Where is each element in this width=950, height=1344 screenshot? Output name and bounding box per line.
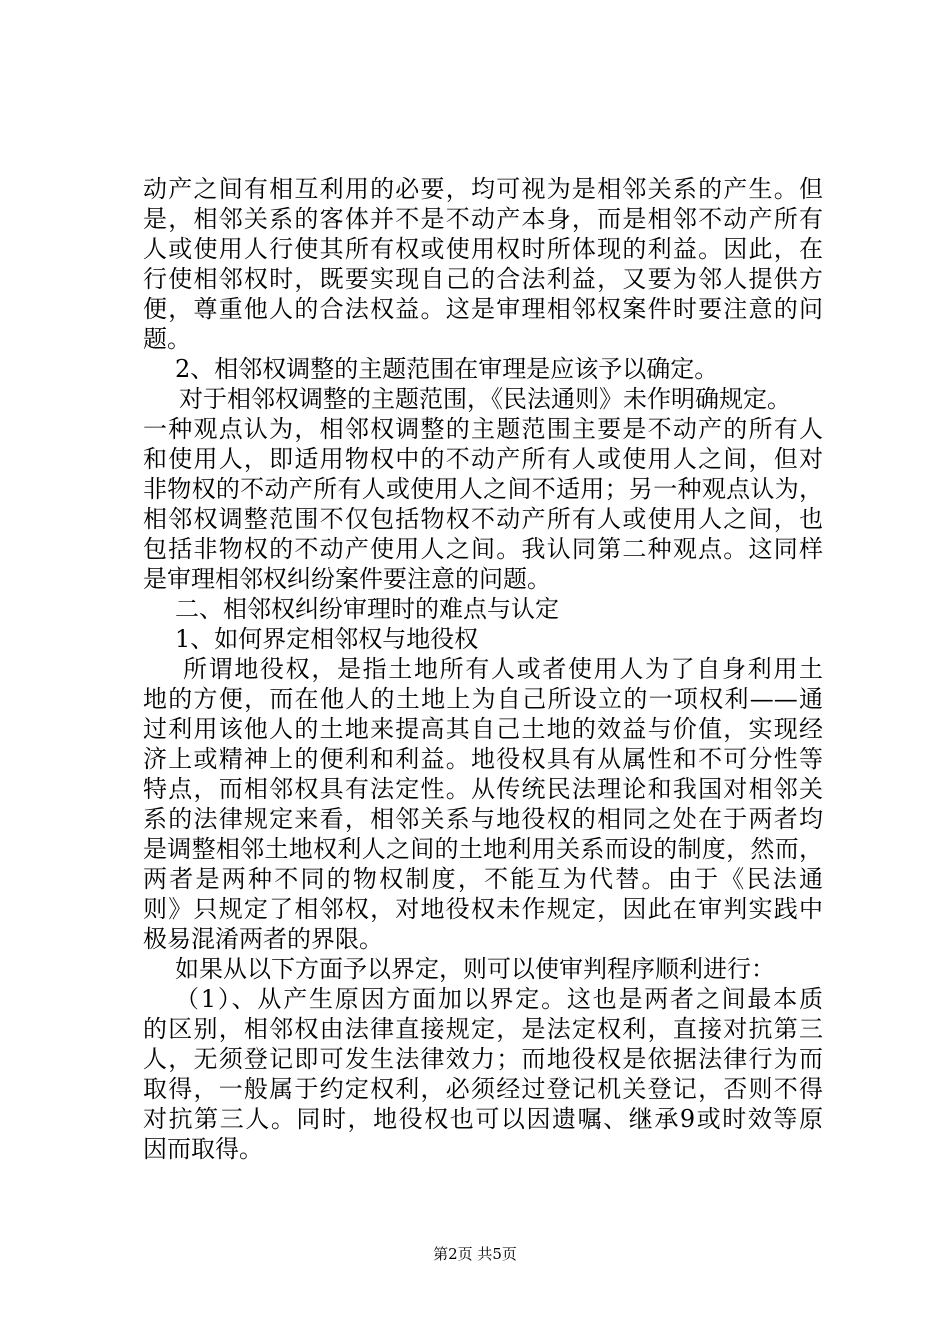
text-line: 极易混淆两者的界限。 bbox=[143, 925, 383, 953]
text-line: 包括非物权的不动产使用人之间。我认同第二种观点。这同样 bbox=[143, 535, 823, 563]
text-line: 题。 bbox=[143, 325, 191, 353]
text-line: 如果从以下方面予以界定，则可以使审判程序顺利进行： bbox=[175, 955, 775, 983]
text-line: 则》只规定了相邻权，对地役权未作规定，因此在审判实践中 bbox=[143, 895, 823, 923]
text-line: 2、相邻权调整的主题范围在审理是应该予以确定。 bbox=[175, 355, 719, 383]
text-line: 便，尊重他人的合法权益。这是审理相邻权案件时要注意的问 bbox=[143, 295, 823, 323]
text-line: 动产之间有相互利用的必要，均可视为是相邻关系的产生。但 bbox=[143, 175, 823, 203]
text-line: 系的法律规定来看，相邻关系与地役权的相同之处在于两者均 bbox=[143, 805, 823, 833]
text-line: 所谓地役权，是指土地所有人或者使用人为了自身利用土 bbox=[183, 655, 823, 683]
text-line: 因而取得。 bbox=[143, 1135, 263, 1163]
text-line: 济上或精神上的便利和利益。地役权具有从属性和不可分性等 bbox=[143, 745, 823, 773]
body-text bbox=[143, 174, 823, 1164]
text-line: 1、如何界定相邻权与地役权 bbox=[175, 625, 479, 653]
text-line: 对抗第三人。同时，地役权也可以因遗嘱、继承9或时效等原 bbox=[143, 1105, 823, 1133]
text-line: 两者是两种不同的物权制度，不能互为代替。由于《民法通 bbox=[143, 865, 823, 893]
text-line: 地的方便，而在他人的土地上为自己所设立的一项权利——通 bbox=[143, 685, 823, 713]
text-line: 一种观点认为，相邻权调整的主题范围主要是不动产的所有人 bbox=[143, 415, 823, 443]
text-line: 人，无须登记即可发生法律效力；而地役权是依据法律行为而 bbox=[143, 1045, 823, 1073]
page-footer: 第2页 共5页 bbox=[433, 1245, 517, 1263]
text-line: 的区别，相邻权由法律直接规定，是法定权利，直接对抗第三 bbox=[143, 1015, 823, 1043]
text-line: 和使用人，即适用物权中的不动产所有人或使用人之间，但对 bbox=[143, 445, 823, 473]
text-line: 相邻权调整范围不仅包括物权不动产所有人或使用人之间，也 bbox=[143, 505, 823, 533]
text-line: 过利用该他人的土地来提高其自己土地的效益与价值，实现经 bbox=[143, 715, 823, 743]
text-line: 是审理相邻权纠纷案件要注意的问题。 bbox=[143, 565, 551, 593]
text-line: 非物权的不动产所有人或使用人之间不适用；另一种观点认为， bbox=[143, 475, 823, 503]
text-line: 是，相邻关系的客体并不是不动产本身，而是相邻不动产所有 bbox=[143, 205, 823, 233]
text-line: 是调整相邻土地权利人之间的土地利用关系而设的制度，然而， bbox=[143, 835, 823, 863]
text-line: 人或使用人行使其所有权或使用权时所体现的利益。因此，在 bbox=[143, 235, 823, 263]
text-line: 行使相邻权时，既要实现自己的合法利益，又要为邻人提供方 bbox=[143, 265, 823, 293]
text-line: （1）、从产生原因方面加以界定。这也是两者之间最本质 bbox=[175, 985, 823, 1013]
text-line: 取得，一般属于约定权利，必须经过登记机关登记，否则不得 bbox=[143, 1075, 823, 1103]
text-line: 对于相邻权调整的主题范围，《民法通则》未作明确规定。 bbox=[179, 385, 791, 413]
text-line: 特点，而相邻权具有法定性。从传统民法理论和我国对相邻关 bbox=[143, 775, 823, 803]
text-line: 二、相邻权纠纷审理时的难点与认定 bbox=[175, 595, 559, 623]
